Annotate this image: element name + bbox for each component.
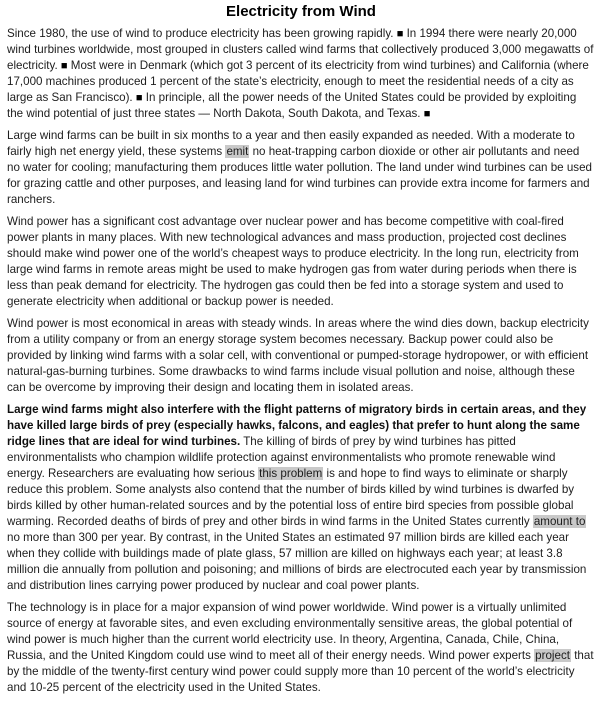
paragraph <box>7 26 595 122</box>
paragraph <box>7 402 595 594</box>
passage <box>7 26 595 696</box>
paragraph <box>7 316 595 396</box>
passage-text: Most were in Denmark (which got 3 percent of its electricity from wind turbines) and California (where 17,000 machines produced 1 percent of the state’s electricity, enough to meet the residential needs of a city as large as San Francisco). <box>7 59 589 104</box>
passage-text: no heat-trapping carbon dioxide or other air pollutants and need no water for cooling; manufacturing them produces little water pollution. The land under wind turbines can be used for grazing cattle and other purposes, and leasing land for wind turbines can provide extra income for farmers and ranchers. <box>7 145 592 206</box>
bold-statement: Large wind farms might also interfere with the flight patterns of migratory birds in certain areas, and they have killed large birds of prey (especially hawks, falcons, and eagles) that prefer to hunt along the same ridge lines that are ideal for wind turbines. <box>7 403 587 448</box>
paragraph <box>7 214 595 310</box>
passage-text: Wind power has a significant cost advantage over nuclear power and has become competitive with coal-fired power plants in many places. With new technological advances and mass production, projected cost declines should make wind power one of the world’s cheapest ways to produce electricity. In the long run, electricity from large wind farms in remote areas might be used to make hydrogen gas from water during periods when there is less than peak demand for electricity. The hydrogen gas could then be fed into a storage system and used to generate electricity when additional or backup power is needed. <box>7 215 579 308</box>
passage-text: In 1994 there were nearly 20,000 wind turbines worldwide, most grouped in clusters called wind farms that collectively produced 3,000 megawatts of electricity. <box>7 27 594 72</box>
paragraph <box>7 600 595 696</box>
passage-text: that by the middle of the twenty-first century wind power could supply more than 10 percent of the world’s electricity and 10-25 percent of the electricity used in the United States. <box>7 649 594 694</box>
passage-text: Since 1980, the use of wind to produce electricity has been growing rapidly. <box>7 27 397 40</box>
highlighted-term[interactable]: project <box>535 649 570 662</box>
paragraph <box>7 128 595 208</box>
passage-text: The killing of birds of prey by wind turbines has pitted environmentalists who champion wildlife protection against environmentalists who promote renewable wind energy. Researchers are evaluating how serious <box>7 435 556 480</box>
highlighted-term[interactable]: amount to <box>533 515 586 528</box>
passage-text: The technology is in place for a major expansion of wind power worldwide. Wind power is a virtually unlimited source of energy at favorable sites, and even excluding environmentally sensitive areas, the global potential of wind power is much higher than the current world electricity use. In theory, Argentina, Canada, Chile, China, Russia, and the United Kingdom could use wind to meet all of their energy needs. Wind power experts <box>7 601 573 662</box>
insert-sentence-marker[interactable]: ■ <box>423 108 431 120</box>
insert-sentence-marker[interactable]: ■ <box>396 28 404 40</box>
insert-sentence-marker[interactable]: ■ <box>60 60 68 72</box>
passage-text: Large wind farms can be built in six months to a year and then easily expanded as needed. With a moderate to fairly high net energy yield, these systems <box>7 129 575 158</box>
highlighted-term[interactable]: emit <box>226 145 249 158</box>
page-title: Electricity from Wind <box>226 3 376 20</box>
passage-text: no more than 300 per year. By contrast, in the United States an estimated 97 million birds are killed each year when they collide with buildings made of plate glass, 57 million are killed on highways each year; at least 3.8 million die annually from pollution and poisoning; and millions of birds are electrocuted each year by transmission and distribution lines carrying power produced by nuclear and coal power plants. <box>7 531 587 592</box>
highlighted-term[interactable]: this problem <box>259 467 323 480</box>
passage-text: In principle, all the power needs of the United States could be provided by exploiting the wind potential of just three states — North Dakota, South Dakota, and Texas. <box>7 91 577 120</box>
passage-text: Wind power is most economical in areas with steady winds. In areas where the wind dies down, backup electricity from a utility company or from an energy storage system becomes necessary. Backup power could also be provided by linking wind farms with a solar cell, with conventional or pumped-storage hydropower, or with efficient natural-gas-burning turbines. Some drawbacks to wind farms include visual pollution and noise, although these can be overcome by improving their design and locating them in isolated areas. <box>7 317 589 394</box>
insert-sentence-marker[interactable]: ■ <box>135 92 143 104</box>
passage-text: is and hope to find ways to eliminate or sharply reduce this problem. Some analysts also contend that the number of birds killed by wind turbines is dwarfed by birds killed by other human-related sources and by the potential loss of entire bird species from possible global warming. Recorded deaths of birds of prey and other birds in wind farms in the United States currently <box>7 467 575 528</box>
